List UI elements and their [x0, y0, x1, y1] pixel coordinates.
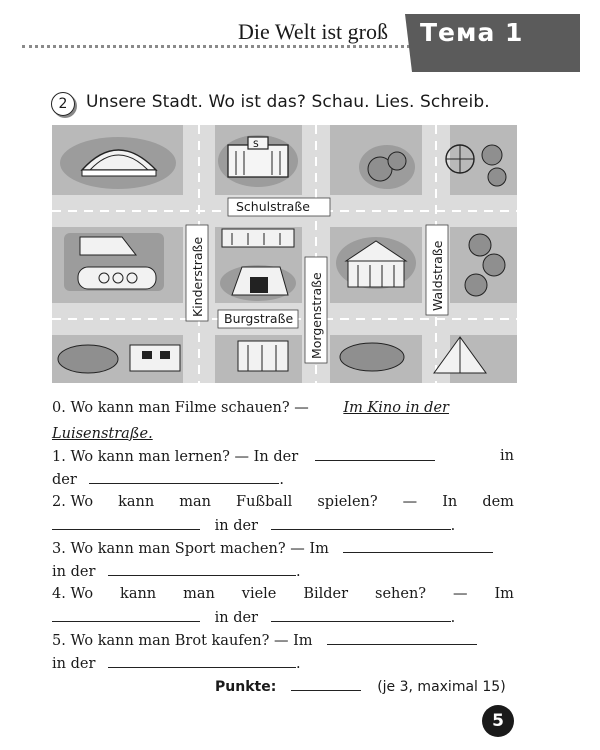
question-2-line1: 2. Wo kann man Fußball spielen? — In dem [52, 494, 514, 510]
score-note: (je 3, maximal 15) [377, 679, 506, 695]
street-label-burgstrasse: Burgstraße [224, 311, 294, 326]
question-3-line2: in der . [52, 561, 514, 581]
question-5-line2: in der . [52, 653, 514, 673]
answer-blank[interactable] [52, 607, 200, 622]
street-label-waldstrasse: Waldstraße [430, 240, 445, 311]
answer-blank[interactable] [271, 607, 451, 622]
city-map [52, 125, 517, 383]
street-label-morgenstrasse: Morgenstraße [309, 272, 324, 359]
question-0-line1 [52, 398, 514, 418]
question-1-line2: der . [52, 469, 514, 489]
question-0-answer: Im Kino in der [343, 400, 449, 416]
answer-blank[interactable] [108, 653, 296, 668]
score-blank[interactable] [291, 676, 361, 691]
question-3-line1 [52, 538, 514, 558]
school-building-icon [222, 229, 294, 247]
answer-blank[interactable] [108, 561, 296, 576]
answer-blank[interactable] [315, 446, 435, 461]
task-instruction: Unsere Stadt. Wo ist das? Schau. Lies. Schreib. [86, 92, 490, 112]
question-1-text: 1. Wo kann man lernen? — In der [52, 449, 299, 465]
header-dotted-rule [22, 45, 410, 48]
question-4-line1: 4. Wo kann man viele Bilder sehen? — Im [52, 586, 514, 602]
answer-blank[interactable] [327, 630, 477, 645]
question-2-line2: in der . [52, 515, 514, 535]
answer-blank[interactable] [343, 538, 493, 553]
answer-blank[interactable] [89, 469, 279, 484]
topic-tab-label: Тема 1 [420, 18, 524, 47]
page-number: 5 [482, 705, 514, 737]
answer-blank[interactable] [271, 515, 451, 530]
bush-icon [58, 345, 118, 373]
street-label-schulstrasse: Schulstraße [236, 199, 310, 214]
chapter-title: Die Welt ist groß [238, 19, 388, 44]
question-0-text: 0. Wo kann man Filme schauen? — [52, 400, 309, 416]
question-1-line1: 1. Wo kann man lernen? — In der in [52, 448, 514, 465]
street-label-kinderstrasse: Kinderstraße [190, 236, 205, 317]
question-3-text: 3. Wo kann man Sport machen? — Im [52, 541, 329, 557]
answer-blank[interactable] [52, 515, 200, 530]
task-number-badge: 2 [51, 92, 75, 116]
question-0-line2 [52, 424, 514, 444]
museum-building-icon [238, 341, 288, 371]
question-0-answer-cont: Luisenstraße. [52, 426, 153, 442]
question-5-text: 5. Wo kann man Brot kaufen? — Im [52, 633, 313, 649]
bakery-building-icon [130, 345, 180, 371]
svg-text:S: S [253, 140, 259, 150]
score-line [215, 676, 512, 695]
question-4-line2: in der . [52, 607, 514, 627]
question-5-line1 [52, 630, 514, 650]
score-label: Punkte: [215, 679, 277, 695]
sports-track-icon [78, 267, 156, 289]
